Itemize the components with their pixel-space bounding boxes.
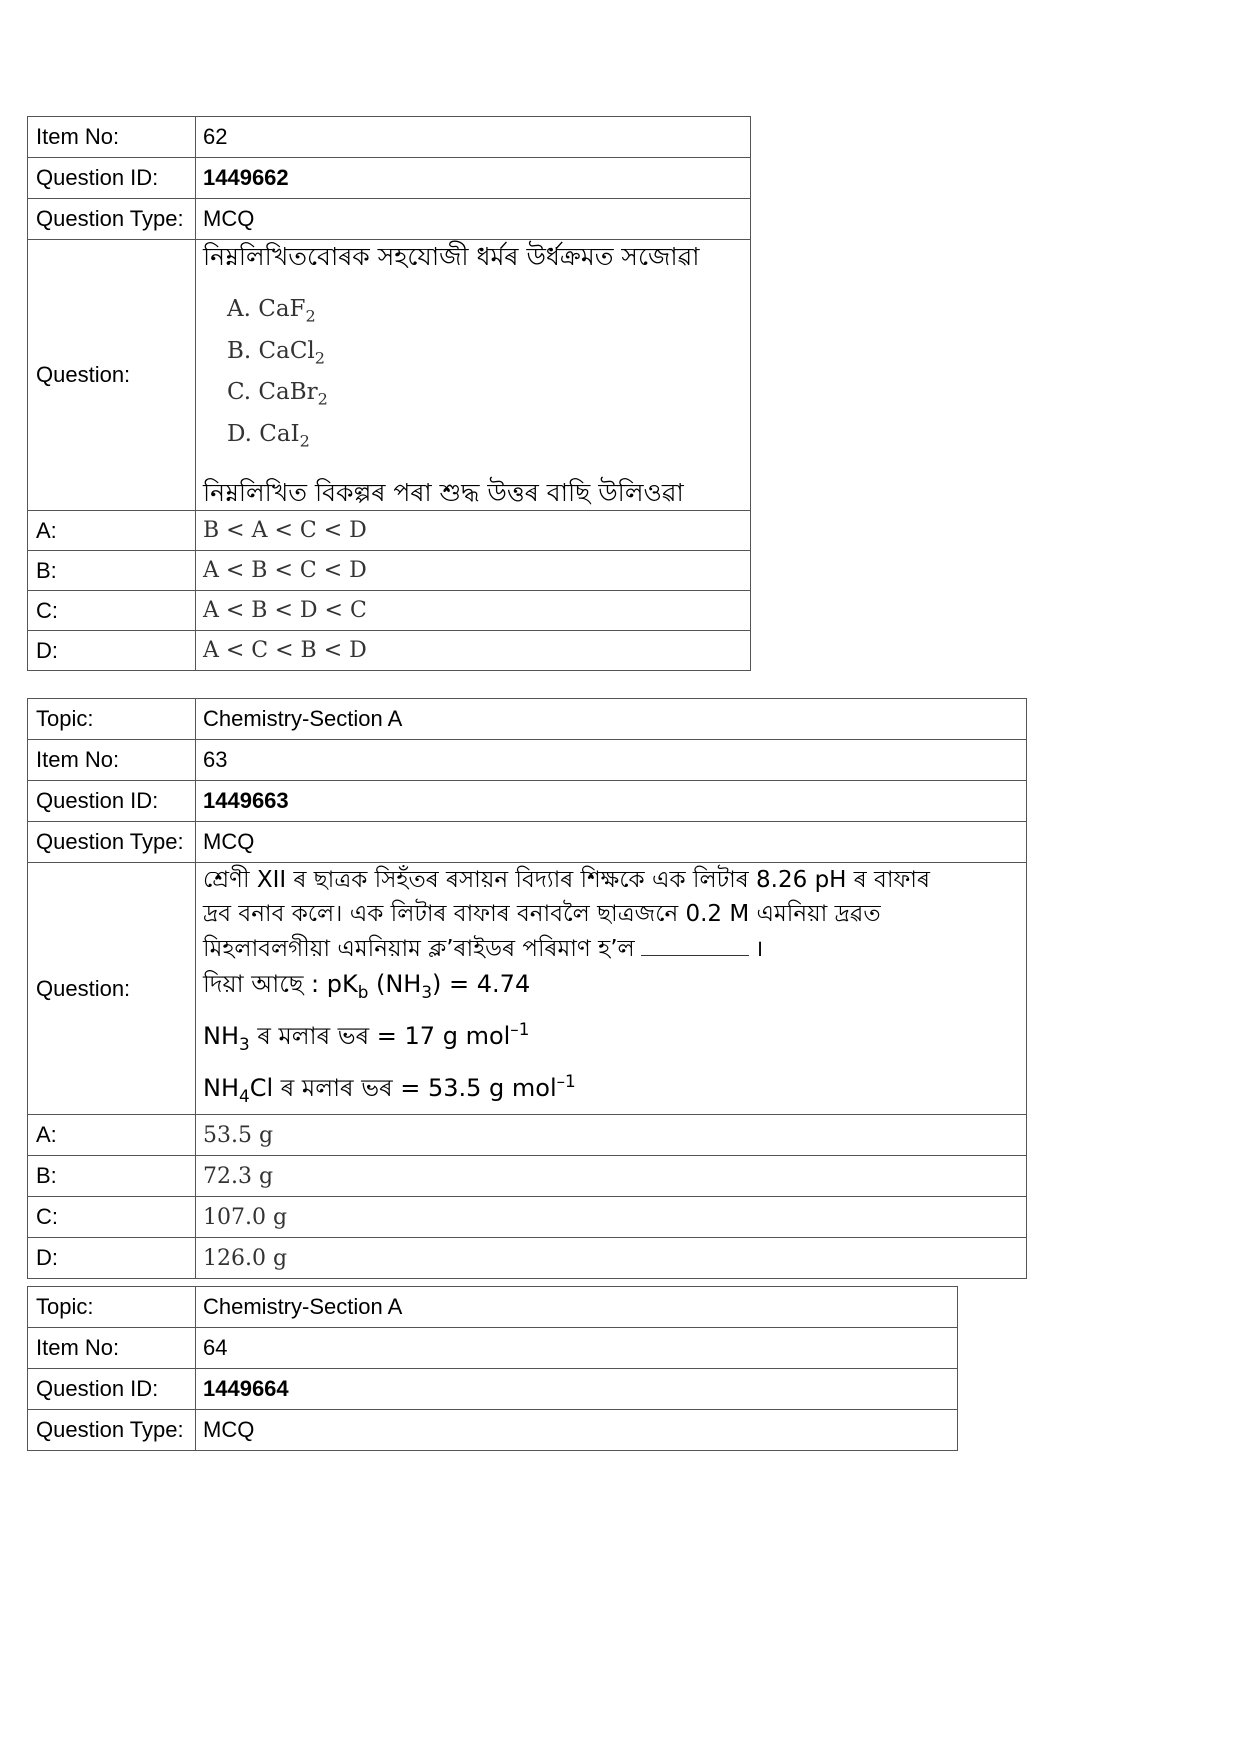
option-row-c [28, 591, 751, 631]
answer-blank [641, 931, 749, 956]
option-row-b [28, 551, 751, 591]
option-c-value: A < B < D < C [196, 591, 751, 631]
question-id-row [28, 781, 1027, 822]
question-row [28, 863, 1027, 1115]
question-type-row [28, 1410, 958, 1451]
question-type-label: Question Type: [28, 1410, 196, 1451]
item-no-value: 64 [196, 1328, 958, 1369]
given-nh3-mass: $NH_3$ ৰ মলাৰ ভৰ = 17 g mol$^{-1}$ [203, 1018, 530, 1054]
question-outro: নিম্নলিখিত বিকল্পৰ পৰা শুদ্ধ উত্তৰ বাছি উলিওৱা [203, 478, 684, 508]
question-label: Question: [28, 863, 196, 1115]
option-c-value: 107.0 g [196, 1197, 1027, 1238]
item-no-label: Item No: [28, 1328, 196, 1369]
question-63-table [27, 698, 1027, 1279]
item-no-row [28, 1328, 958, 1369]
option-a-value: B < A < C < D [196, 511, 751, 551]
question-type-row [28, 822, 1027, 863]
option-row-a [28, 511, 751, 551]
compound-item: D. CaI$_2$ [227, 420, 310, 451]
item-no-value: 63 [196, 740, 1027, 781]
option-b-value: 72.3 g [196, 1156, 1027, 1197]
question-id-value: 1449662 [196, 158, 751, 199]
option-a-value: 53.5 g [196, 1115, 1027, 1156]
option-b-value: A < B < C < D [196, 551, 751, 591]
option-row-d [28, 631, 751, 671]
question-62-table [27, 116, 751, 671]
option-c-label: C: [28, 1197, 196, 1238]
question-type-value: MCQ [196, 199, 751, 240]
item-no-label: Item No: [28, 117, 196, 158]
item-no-row [28, 740, 1027, 781]
question-body [196, 863, 1027, 1115]
topic-value: Chemistry-Section A [196, 1287, 958, 1328]
question-line-2: দ্ৰব বনাব কলে। এক লিটাৰ বাফাৰ বনাবলৈ ছাত্ৰজনে 0.2 M এমনিয়া দ্ৰৱত [203, 901, 881, 927]
topic-value: Chemistry-Section A [196, 699, 1027, 740]
compound-list [227, 292, 742, 458]
question-type-value: MCQ [196, 1410, 958, 1451]
question-id-label: Question ID: [28, 1369, 196, 1410]
compound-item: C. CaBr$_2$ [227, 379, 328, 409]
question-id-row [28, 1369, 958, 1410]
option-d-value: A < C < B < D [196, 631, 751, 671]
topic-label: Topic: [28, 699, 196, 740]
option-c-label: C: [28, 591, 196, 631]
question-row [28, 240, 751, 511]
option-d-label: D: [28, 631, 196, 671]
option-row-c [28, 1197, 1027, 1238]
question-line-1: শ্ৰেণী XII ৰ ছাত্ৰক সিহঁতৰ ৰসায়ন বিদ্যাৰ শিক্ষকে এক লিটাৰ 8.26 pH ৰ বাফাৰ [203, 867, 930, 893]
given-nh4cl-mass: $NH_4Cl$ ৰ মলাৰ ভৰ = 53.5 g mol$^{-1}$ [203, 1070, 576, 1106]
option-row-d [28, 1238, 1027, 1279]
question-intro: নিম্নলিখিতবোৰক সহযোজী ধৰ্মৰ উৰ্ধক্ৰমত সজোৱা [203, 242, 700, 271]
item-no-value: 62 [196, 117, 751, 158]
compound-item: B. CaCl$_2$ [227, 337, 326, 368]
option-b-label: B: [28, 1156, 196, 1197]
option-a-label: A: [28, 1115, 196, 1156]
option-row-b [28, 1156, 1027, 1197]
question-label: Question: [28, 240, 196, 511]
question-type-value: MCQ [196, 822, 1027, 863]
question-line-3: মিহলাবলগীয়া এমনিয়াম ক্ল’ৰাইডৰ পৰিমাণ হ’ল । [203, 931, 1018, 966]
topic-row [28, 1287, 958, 1328]
option-d-label: D: [28, 1238, 196, 1279]
item-no-row [28, 117, 751, 158]
option-b-label: B: [28, 551, 196, 591]
option-a-label: A: [28, 511, 196, 551]
given-pkb: দিয়া আছে : $pK_b$ $(NH_3) = 4.74$ [203, 970, 531, 1002]
item-no-label: Item No: [28, 740, 196, 781]
question-body [196, 240, 751, 511]
question-id-value: 1449663 [196, 781, 1027, 822]
question-type-label: Question Type: [28, 822, 196, 863]
compound-item: A. CaF$_2$ [227, 296, 316, 326]
topic-label: Topic: [28, 1287, 196, 1328]
topic-row [28, 699, 1027, 740]
question-id-label: Question ID: [28, 158, 196, 199]
option-d-value: 126.0 g [196, 1238, 1027, 1279]
option-row-a [28, 1115, 1027, 1156]
question-id-label: Question ID: [28, 781, 196, 822]
question-id-value: 1449664 [196, 1369, 958, 1410]
question-id-row [28, 158, 751, 199]
question-type-row [28, 199, 751, 240]
question-64-table [27, 1286, 958, 1451]
question-type-label: Question Type: [28, 199, 196, 240]
